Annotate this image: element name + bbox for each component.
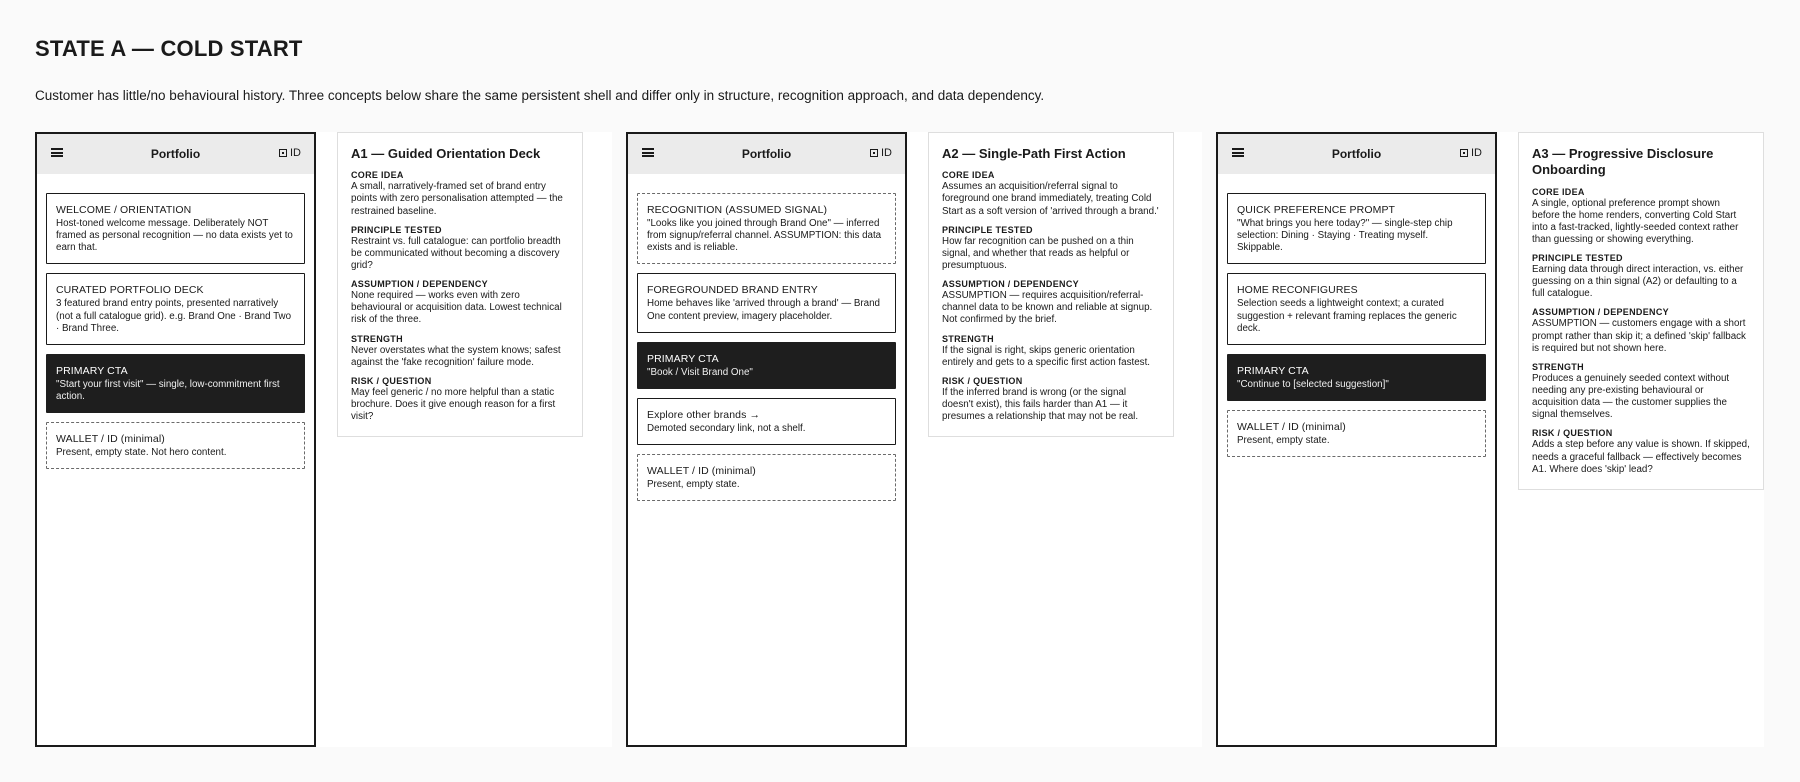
page-subtitle: Customer has little/no behavioural history. Three concepts below share the same persistent shell and differ only in structure, recognition approach, and data dependency. xyxy=(35,88,1045,103)
section-text: Never overstates what the system knows; safest against the 'fake recognition' failure mode. xyxy=(351,344,561,368)
section-heading: CORE IDEA xyxy=(1532,186,1585,197)
section-heading: PRINCIPLE TESTED xyxy=(1532,253,1623,264)
card-title: WALLET / ID (minimal) xyxy=(647,464,756,477)
section-heading: ASSUMPTION / DEPENDENCY xyxy=(351,279,488,290)
card-text: "Continue to [selected suggestion]" xyxy=(1237,378,1389,390)
section-heading: PRINCIPLE TESTED xyxy=(942,224,1033,235)
card-title: FOREGROUNDED BRAND ENTRY xyxy=(647,284,818,297)
section-text: If the inferred brand is wrong (or the signal doesn't exist), this fails harder than A1 — it presumes a relationship that may not be real. xyxy=(942,386,1139,423)
section-heading: PRINCIPLE TESTED xyxy=(351,224,442,235)
phone-title: Portfolio xyxy=(741,147,792,161)
id-button[interactable] xyxy=(279,147,301,159)
card-text: Demoted secondary link, not a shelf. xyxy=(647,422,806,434)
card-title: HOME RECONFIGURES xyxy=(1237,284,1358,297)
card-title: Explore other brands → xyxy=(647,408,761,421)
phone-mockup-a1 xyxy=(35,132,316,747)
card-title: PRIMARY CTA xyxy=(1237,364,1309,377)
section-text: Adds a step before any value is shown. If skipped, needs a graceful fallback — effectively becomes A1. Where does 'skip' lead? xyxy=(1532,439,1750,475)
section-heading: RISK / QUESTION xyxy=(942,375,1023,386)
home-reconfigures-card xyxy=(1227,273,1486,344)
primary-cta-button[interactable] xyxy=(46,354,305,413)
card-title: WALLET / ID (minimal) xyxy=(1237,420,1346,433)
phone-header xyxy=(628,134,905,174)
phone-title: Portfolio xyxy=(1331,147,1382,161)
section-heading: STRENGTH xyxy=(1532,361,1584,372)
menu-icon[interactable] xyxy=(1232,148,1244,157)
section-text: How far recognition can be pushed on a thin signal, and whether that reads as helpful or presumptuous. xyxy=(942,235,1134,271)
id-card-icon xyxy=(870,149,878,157)
section-text: May feel generic / no more helpful than a static brochure. Does it give enough reason for a first visit? xyxy=(351,386,556,423)
section-text: ASSUMPTION — customers engage with a short prompt rather than skip it; a defined 'skip' fallback is required but not shown here. xyxy=(1532,318,1746,354)
card-text: "Looks like you joined through Brand One" — inferred from signup/referral channel. ASSUMPTION: this data exists and is reliable. xyxy=(647,218,882,254)
section-heading: RISK / QUESTION xyxy=(351,375,432,386)
id-card-icon xyxy=(279,149,287,157)
card-text: Present, empty state. xyxy=(1237,434,1330,446)
page-title: STATE A — COLD START xyxy=(35,36,303,61)
section-text: Produces a genuinely seeded context without needing any pre-existing behavioural or acquisition data — the customer supplies the signal themselves. xyxy=(1532,372,1730,421)
phone-title: Portfolio xyxy=(150,147,201,161)
notes-title: A1 — Guided Orientation Deck xyxy=(351,146,541,161)
section-text: A small, narratively-framed set of brand entry points with zero personalisation attempted — the restrained baseline. xyxy=(351,181,563,217)
card-title: RECOGNITION (ASSUMED SIGNAL) xyxy=(647,204,828,216)
notes-panel-a3 xyxy=(1518,132,1764,490)
section-text: Assumes an acquisition/referral signal to foreground one brand immediately, treating Cold Start as a soft version of 'arrived through a brand.' xyxy=(942,181,1159,217)
id-card-icon xyxy=(1460,149,1468,157)
card-text: Present, empty state. Not hero content. xyxy=(56,447,227,459)
wallet-id-card[interactable] xyxy=(1227,410,1486,457)
card-title: PRIMARY CTA xyxy=(56,364,128,377)
notes-title: A3 — Progressive Disclosure Onboarding xyxy=(1532,146,1714,178)
phone-header xyxy=(37,134,314,174)
quick-preference-prompt-card[interactable] xyxy=(1227,193,1486,264)
phone-header xyxy=(1218,134,1495,174)
card-text: "What brings you here today?" — single-step chip selection: Dining · Staying · Treating myself. Skippable. xyxy=(1237,218,1453,254)
section-heading: CORE IDEA xyxy=(942,170,995,181)
id-label: ID xyxy=(290,147,301,159)
id-label: ID xyxy=(881,147,892,159)
card-text: "Start your first visit" — single, low-commitment first action. xyxy=(56,378,280,402)
wallet-id-card[interactable] xyxy=(637,454,896,501)
section-heading: STRENGTH xyxy=(351,333,403,344)
section-heading: RISK / QUESTION xyxy=(1532,428,1613,439)
foregrounded-brand-entry-card[interactable] xyxy=(637,273,896,332)
section-text: If the signal is right, skips generic orientation entirely and gets to a specific first action fastest. xyxy=(942,344,1151,368)
menu-icon[interactable] xyxy=(51,148,63,157)
id-button[interactable] xyxy=(870,147,892,159)
phone-mockup-a3 xyxy=(1216,132,1497,747)
primary-cta-button[interactable] xyxy=(637,342,896,389)
recognition-card xyxy=(637,193,896,264)
card-text: Host-toned welcome message. Deliberately NOT framed as personal recognition — no data exists yet to earn that. xyxy=(56,218,293,254)
id-label: ID xyxy=(1471,147,1482,159)
menu-icon[interactable] xyxy=(642,148,654,157)
explore-other-brands-link[interactable] xyxy=(637,398,896,445)
primary-cta-button[interactable] xyxy=(1227,354,1486,401)
section-heading: CORE IDEA xyxy=(351,170,404,181)
section-text: ASSUMPTION — requires acquisition/referral-channel data to be known and reliable at signup. Not confirmed by the brief. xyxy=(942,290,1153,326)
card-title: CURATED PORTFOLIO DECK xyxy=(56,284,204,297)
section-heading: ASSUMPTION / DEPENDENCY xyxy=(942,279,1079,290)
card-text: Present, empty state. xyxy=(647,478,740,490)
section-heading: ASSUMPTION / DEPENDENCY xyxy=(1532,307,1669,318)
notes-panel-a1 xyxy=(337,132,583,437)
phone-mockup-a2 xyxy=(626,132,907,747)
card-title: PRIMARY CTA xyxy=(647,352,719,365)
curated-portfolio-deck-card[interactable] xyxy=(46,273,305,344)
card-title: QUICK PREFERENCE PROMPT xyxy=(1237,204,1396,216)
section-text: A single, optional preference prompt shown before the home renders, converting Cold Start into a fast-tracked, lightly-seeded context rather than guessing or showing everything. xyxy=(1532,197,1739,245)
card-text: Home behaves like 'arrived through a brand' — Brand One content preview, imagery placeholder. xyxy=(647,298,881,322)
card-text: "Book / Visit Brand One" xyxy=(647,366,753,378)
wallet-id-card[interactable] xyxy=(46,422,305,469)
card-text: Selection seeds a lightweight context; a curated suggestion + relevant framing replaces the generic deck. xyxy=(1237,298,1457,334)
id-button[interactable] xyxy=(1460,147,1482,159)
notes-title: A2 — Single-Path First Action xyxy=(942,146,1126,161)
welcome-orientation-card xyxy=(46,193,305,264)
section-heading: STRENGTH xyxy=(942,333,994,344)
card-text: 3 featured brand entry points, presented narratively (not a full catalogue grid). e.g. Brand One · Brand Two · Brand Three. xyxy=(56,298,292,334)
card-title: WALLET / ID (minimal) xyxy=(56,433,165,446)
section-text: None required — works even with zero behavioural or acquisition data. Lowest technical risk of the three. xyxy=(351,290,562,326)
section-text: Earning data through direct interaction, vs. either guessing on a thin signal (A2) or defaulting to a full catalogue. xyxy=(1532,264,1744,300)
section-text: Restraint vs. full catalogue: can portfolio breadth be communicated without becoming a discovery grid? xyxy=(351,235,561,271)
card-title: WELCOME / ORIENTATION xyxy=(56,204,192,216)
notes-panel-a2 xyxy=(928,132,1174,437)
